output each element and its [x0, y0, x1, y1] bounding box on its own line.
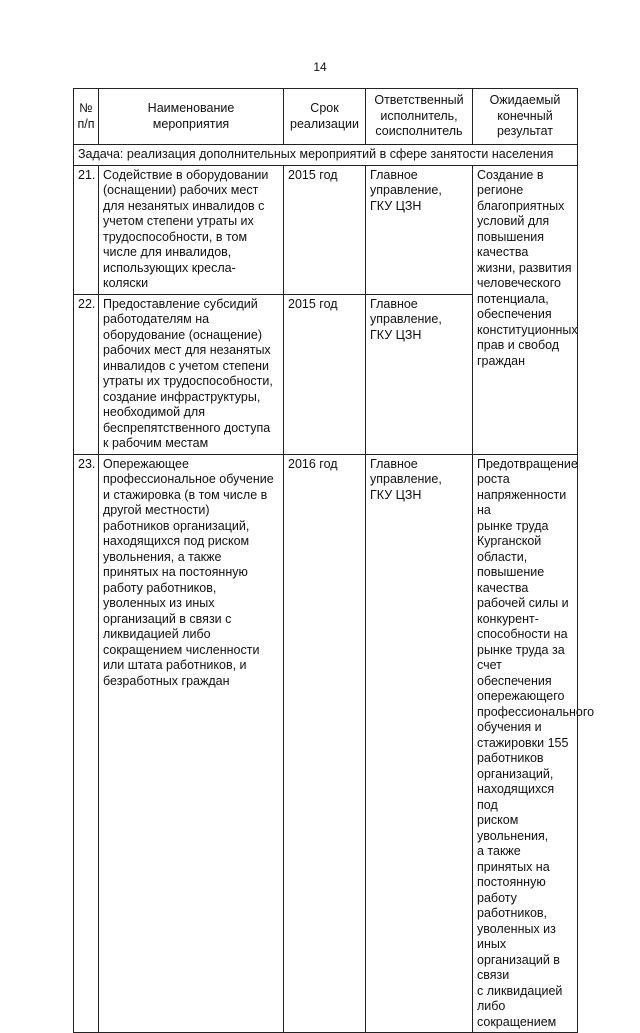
header-executor: Ответственный исполнитель, соисполнитель — [366, 89, 473, 145]
row-number: 22. — [74, 294, 99, 454]
page-number: 14 — [313, 60, 327, 74]
measure-executor: Главное управление, ГКУ ЦЗН — [366, 165, 473, 294]
expected-result: Предотвращение роста напряженности на рынке труда Курганской области, повышение качества рабочей силы и конкурент- способности на рынке труда за счет обеспечения опережающего профессионального обучения и стажировки 155 работников организаций, находящихся под риском увольнения, а также принятых на постоянную работу работников, уволенных из иных организаций в связи с ликвидацией либо сокращением — [473, 454, 578, 1033]
measure-name: Опережающее профессиональное обучение и стажировка (в том числе в другой местности) работников организаций, находящихся под риском увольнения, а также принятых на постоянную работу работников, уволенных из иных организаций в связи с ликвидацией либо сокращением численности или штата работников, и безработных граждан — [99, 454, 284, 1033]
header-name: Наименование мероприятия — [99, 89, 284, 145]
measure-name: Предоставление субсидий работодателям на оборудование (оснащение) рабочих мест для незанятых инвалидов с учетом степени утраты их трудоспособности, создание инфраструктуры, необходимой для беспрепятственного доступа к рабочим местам — [99, 294, 284, 454]
table-row — [74, 454, 578, 1033]
table-row — [74, 165, 578, 294]
header-result: Ожидаемый конечный результат — [473, 89, 578, 145]
measure-name: Содействие в оборудовании (оснащении) рабочих мест для незанятых инвалидов с учетом степени утраты их трудоспособности, в том числе для инвалидов, использующих кресла- коляски — [99, 165, 284, 294]
measures-table — [73, 88, 595, 1033]
measure-executor: Главное управление, ГКУ ЦЗН — [366, 454, 473, 1033]
header-num: № п/п — [74, 89, 99, 145]
table-header-row — [74, 89, 578, 145]
measure-executor: Главное управление, ГКУ ЦЗН — [366, 294, 473, 454]
expected-result: Создание в регионе благоприятных условий для повышения качества жизни, развития человеческого потенциала, обеспечения конституционных прав и свобод граждан — [473, 165, 578, 454]
measure-term: 2016 год — [284, 454, 366, 1033]
task-text: Задача: реализация дополнительных мероприятий в сфере занятости населения — [74, 145, 578, 166]
measure-term: 2015 год — [284, 294, 366, 454]
row-number: 21. — [74, 165, 99, 294]
task-row — [74, 145, 578, 166]
header-term: Срок реализации — [284, 89, 366, 145]
measure-term: 2015 год — [284, 165, 366, 294]
row-number: 23. — [74, 454, 99, 1033]
